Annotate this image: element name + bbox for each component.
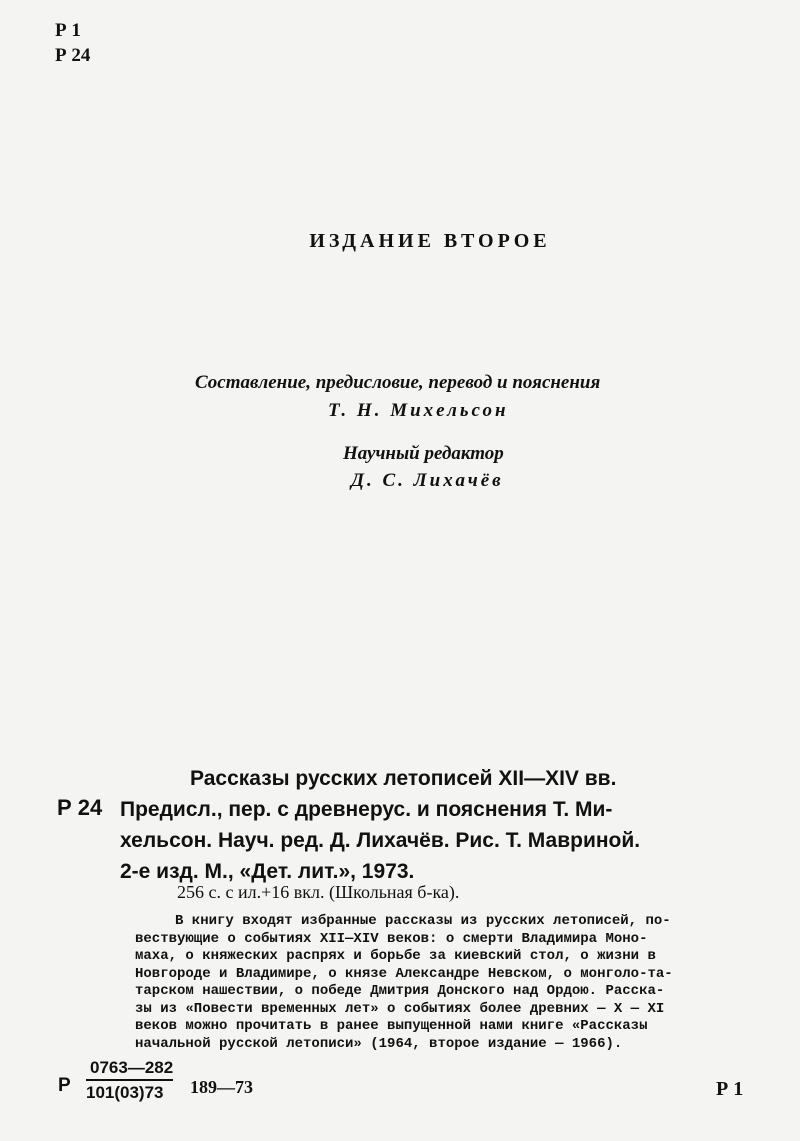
annotation-line: зы из «Повести временных лет» о событиях более древних — X — XI — [135, 1000, 665, 1017]
edition-title: ИЗДАНИЕ ВТОРОЕ — [309, 230, 551, 252]
annotation-line: Новгороде и Владимире, о князе Александре Невском, о монголо-та- — [135, 965, 673, 982]
bibliography-line: хельсон. Науч. ред. Д. Лихачёв. Рис. Т. Мавриной. — [120, 829, 641, 852]
class-code-2: Р 24 — [55, 45, 91, 66]
page-count: 256 с. с ил.+16 вкл. (Школьная б-ка). — [177, 882, 460, 902]
compiler-name: Т. Н. Михельсон — [328, 400, 509, 421]
index-suffix: 189—73 — [190, 1077, 253, 1097]
corner-code: Р 1 — [716, 1078, 744, 1100]
bibliography-line: Предисл., пер. с древнерус. и пояснения Т. Ми- — [120, 798, 613, 821]
bibliography-entry — [120, 763, 780, 887]
annotation-line: В книгу входят избранные рассказы из русских летописей, по- — [175, 913, 671, 929]
annotation-line: начальной русской летописи» (1964, второе издание — 1966). — [135, 1035, 623, 1052]
compiler-role: Составление, предисловие, перевод и пояснения — [195, 372, 601, 393]
annotation-line: вествующие о событиях XII—XIV веков: о смерти Владимира Моно- — [135, 930, 648, 947]
annotation-line: веков можно прочитать в ранее выпущенной нами книге «Рассказы — [135, 1018, 648, 1034]
annotation-line: тарском нашествии, о победе Дмитрия Донского над Ордою. Расска- — [135, 983, 665, 999]
index-prefix: Р — [58, 1075, 71, 1096]
index-denominator: 101(03)73 — [86, 1083, 164, 1102]
classification-codes — [55, 18, 90, 68]
editor-role: Научный редактор — [343, 443, 504, 464]
class-code-1: Р 1 — [55, 20, 81, 41]
annotation-line: маха, о княжеских распрях и борьбе за киевский стол, о жизни в — [135, 948, 656, 964]
annotation — [135, 913, 760, 1053]
editor-name: Д. С. Лихачёв — [351, 470, 504, 491]
bibliography-code: Р 24 — [57, 795, 103, 820]
index-fraction — [86, 1058, 173, 1103]
bibliography-line: 2-е изд. М., «Дет. лит.», 1973. — [120, 860, 415, 883]
bibliography-line: Рассказы русских летописей XII—XIV вв. — [190, 767, 617, 790]
index-numerator: 0763—282 — [86, 1058, 173, 1081]
